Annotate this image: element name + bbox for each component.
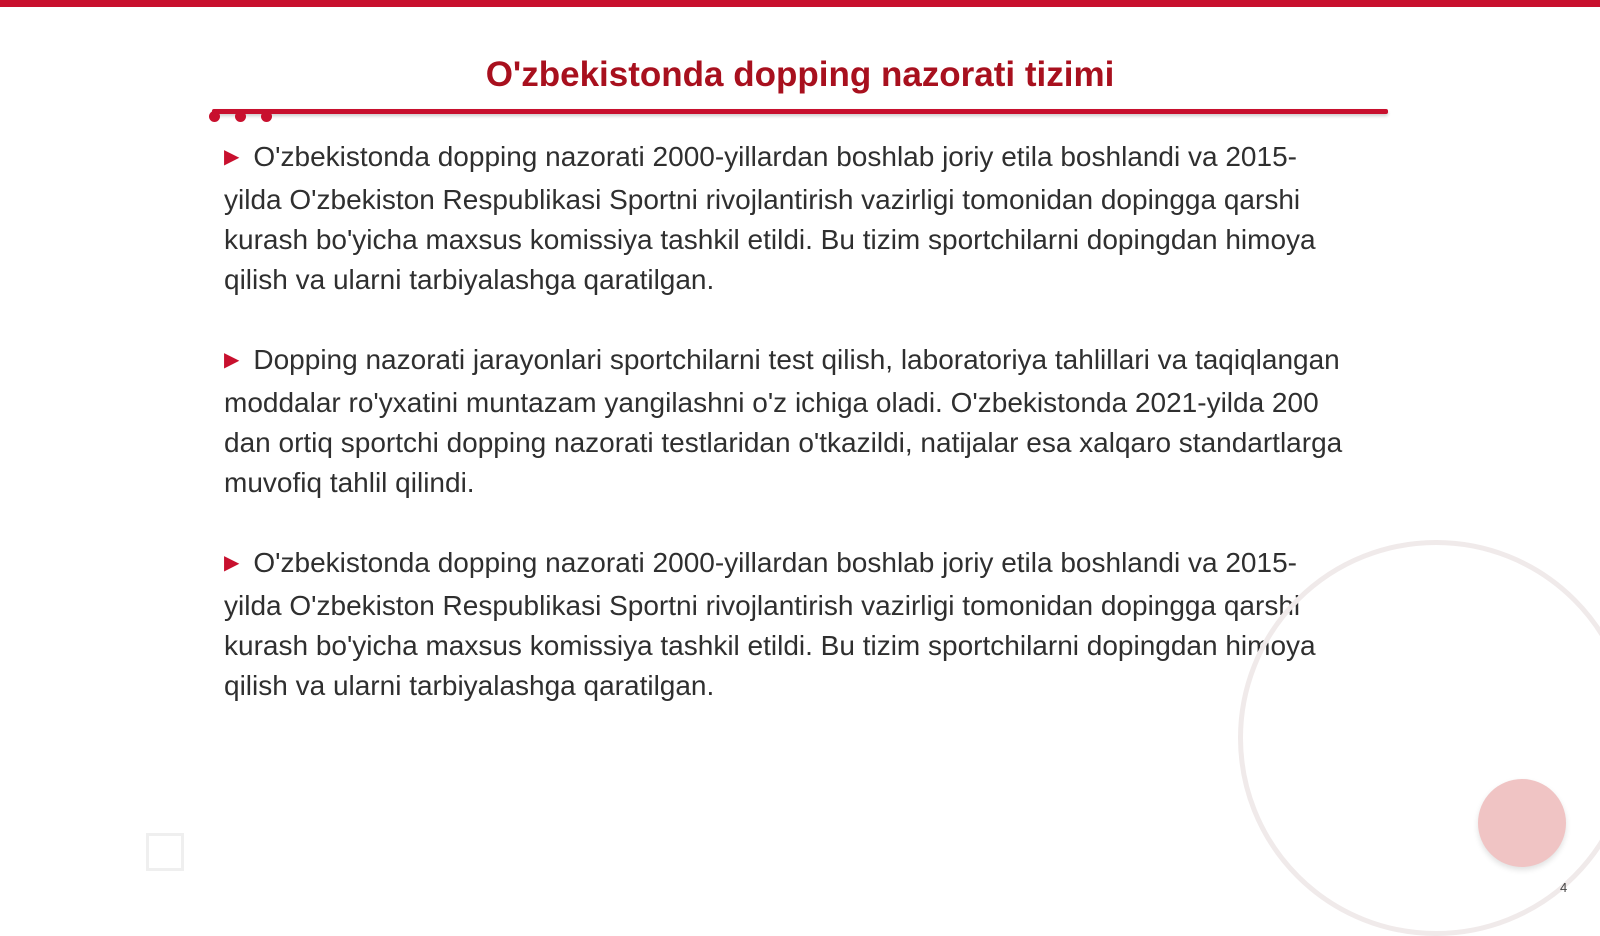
- triangle-right-icon: ▶: [224, 146, 240, 168]
- top-accent-bar: [0, 0, 1600, 7]
- underline-dot: [209, 111, 220, 122]
- bullet-text: Dopping nazorati jarayonlari sportchilarni test qilish, laboratoriya tahlillari va taqiqlangan moddalar ro'yxatini muntazam yangilashni o'z ichiga oladi. O'zbekistonda 2021-yilda 200 dan ortiq sportchi dopping nazorati testlaridan o'tkazildi, natijalar esa xalqaro standartlarga muvofiq tahlil qilindi.: [224, 344, 1343, 498]
- slide-title: O'zbekistonda dopping nazorati tizimi: [485, 55, 1115, 94]
- underline-dot: [261, 111, 272, 122]
- underline-dot: [235, 111, 246, 122]
- triangle-right-icon: ▶: [224, 349, 240, 371]
- bullet-text: O'zbekistonda dopping nazorati 2000-yillardan boshlab joriy etila boshlandi va 2015-yilda O'zbekiston Respublikasi Sportni rivojlantirish vazirligi tomonidan dopingga qarshi kurash bo'yicha maxsus komissiya tashkil etildi. Bu tizim sportchilarni dopingdan himoya qilish va ularni tarbiyalashga qaratilgan.: [224, 141, 1316, 295]
- title-underline: [212, 109, 1388, 114]
- bullet-item: [224, 340, 1354, 503]
- bullet-item: [224, 543, 1354, 706]
- decorative-circle: [1478, 779, 1566, 867]
- bullet-item: [224, 137, 1354, 300]
- triangle-right-icon: ▶: [224, 552, 240, 574]
- page-number: 4: [1560, 880, 1568, 895]
- bullet-text: O'zbekistonda dopping nazorati 2000-yillardan boshlab joriy etila boshlandi va 2015-yilda O'zbekiston Respublikasi Sportni rivojlantirish vazirligi tomonidan dopingga qarshi kurash bo'yicha maxsus komissiya tashkil etildi. Bu tizim sportchilarni dopingdan himoya qilish va ularni tarbiyalashga qaratilgan.: [224, 547, 1316, 701]
- bullet-list: [224, 137, 1354, 746]
- decorative-square: [146, 833, 184, 871]
